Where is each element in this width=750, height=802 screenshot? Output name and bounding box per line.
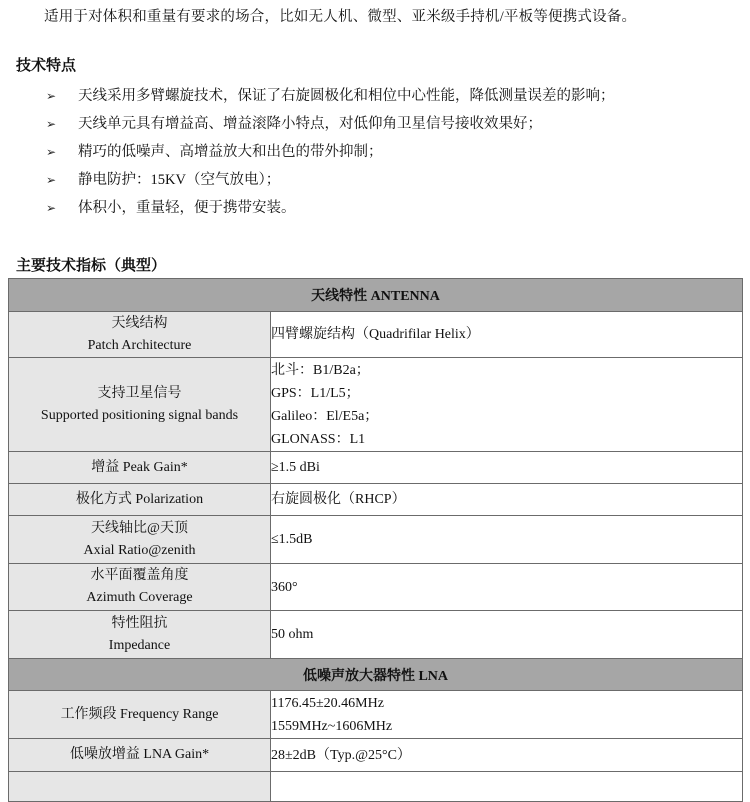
feature-item <box>46 194 615 222</box>
spec-value: ≥1.5 dBi <box>271 452 743 484</box>
specs-heading: 主要技术指标（典型） <box>16 258 167 274</box>
spec-label: 水平面覆盖角度 Azimuth Coverage <box>9 564 271 611</box>
feature-text: 天线采用多臂螺旋技术，保证了右旋圆极化和相位中心性能，降低测量误差的影响； <box>78 88 615 104</box>
spec-label: 增益 Peak Gain* <box>9 452 271 484</box>
arrow-bullet-icon: ➢ <box>46 117 57 131</box>
feature-item <box>46 82 615 110</box>
feature-list <box>46 82 615 222</box>
antenna-section-title: 天线特性 ANTENNA <box>9 279 743 312</box>
feature-text: 天线单元具有增益高、增益滚降小特点，对低仰角卫星信号接收效果好； <box>78 116 542 132</box>
features-heading: 技术特点 <box>16 58 77 74</box>
spec-row <box>9 691 743 739</box>
feature-text: 精巧的低噪声、高增益放大和出色的带外抑制； <box>78 144 383 160</box>
spec-value: 右旋圆极化（RHCP） <box>271 484 743 516</box>
spec-value: 28±2dB（Typ.@25°C） <box>271 739 743 772</box>
spec-value <box>271 772 743 802</box>
arrow-bullet-icon: ➢ <box>46 145 57 159</box>
spec-value: 1176.45±20.46MHz 1559MHz~1606MHz <box>271 691 743 739</box>
feature-item <box>46 166 615 194</box>
spec-row <box>9 564 743 611</box>
spec-value: 四臂螺旋结构（Quadrifilar Helix） <box>271 312 743 358</box>
spec-row <box>9 484 743 516</box>
spec-row <box>9 358 743 452</box>
feature-item <box>46 138 615 166</box>
lna-section-title: 低噪声放大器特性 LNA <box>9 659 743 691</box>
spec-value: 360° <box>271 564 743 611</box>
feature-item <box>46 110 615 138</box>
spec-row <box>9 452 743 484</box>
spec-value: ≤1.5dB <box>271 516 743 564</box>
spec-label: 低噪放增益 LNA Gain* <box>9 739 271 772</box>
intro-text: 适用于对体积和重量有要求的场合，比如无人机、微型、亚米级手持机/平板等便携式设备。 <box>44 9 637 25</box>
spec-label: 工作频段 Frequency Range <box>9 691 271 739</box>
feature-text: 静电防护：15KV（空气放电）； <box>78 172 281 188</box>
spec-table <box>8 278 743 802</box>
section-header-row <box>9 659 743 691</box>
arrow-bullet-icon: ➢ <box>46 173 57 187</box>
spec-label: 极化方式 Polarization <box>9 484 271 516</box>
section-header-row <box>9 279 743 312</box>
spec-row <box>9 739 743 772</box>
spec-label: 天线结构 Patch Architecture <box>9 312 271 358</box>
spec-row <box>9 611 743 659</box>
spec-row <box>9 516 743 564</box>
spec-label: 天线轴比@天顶 Axial Ratio@zenith <box>9 516 271 564</box>
spec-value: 北斗：B1/B2a； GPS：L1/L5； Galileo：El/E5a； GLONASS：L1 <box>271 358 743 452</box>
spec-row-partial <box>9 772 743 802</box>
arrow-bullet-icon: ➢ <box>46 89 57 103</box>
spec-label: 支持卫星信号 Supported positioning signal bands <box>9 358 271 452</box>
spec-row <box>9 312 743 358</box>
spec-label <box>9 772 271 802</box>
spec-value: 50 ohm <box>271 611 743 659</box>
spec-label: 特性阻抗 Impedance <box>9 611 271 659</box>
feature-text: 体积小，重量轻，便于携带安装。 <box>78 200 296 216</box>
arrow-bullet-icon: ➢ <box>46 201 57 215</box>
